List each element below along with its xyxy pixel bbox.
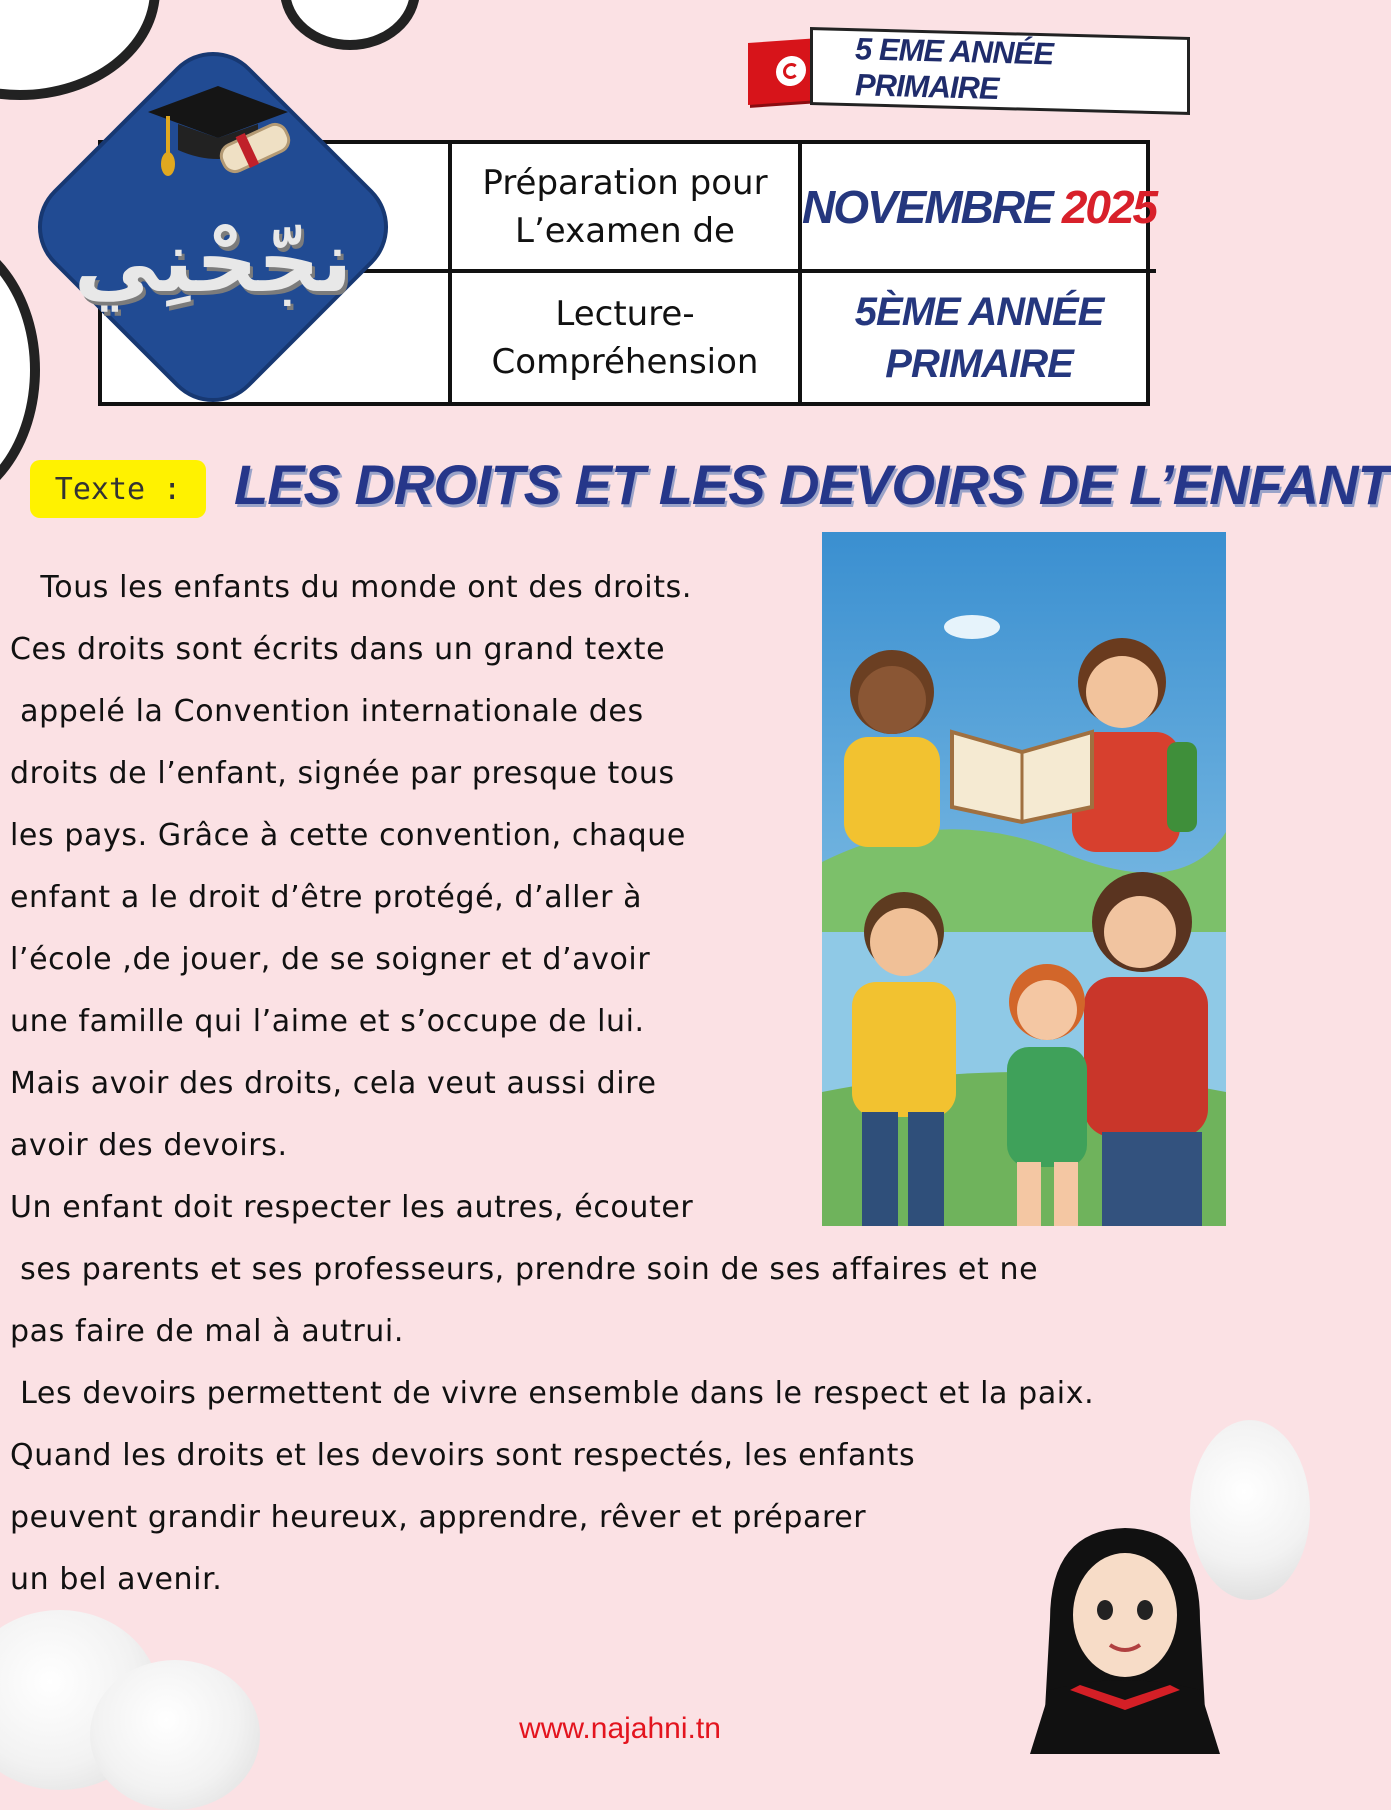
passage-line-14: Les devoirs permettent de vivre ensemble dans le respect et la paix. <box>10 1376 1095 1411</box>
passage-line-9: Mais avoir des droits, cela veut aussi dire <box>10 1066 657 1101</box>
passage-line-6: enfant a le droit d’être protégé, d’aller à <box>10 880 643 915</box>
website-link[interactable]: www.najahni.tn <box>519 1712 721 1745</box>
preparation-line-2: L’examen de <box>515 210 735 251</box>
grade-badge-label: 5 EME ANNÉE PRIMAIRE <box>810 27 1190 115</box>
level-line-1: 5ÈME ANNÉE <box>854 289 1104 334</box>
texte-tag: Texte : <box>30 460 206 518</box>
table-cell-level <box>802 273 1156 402</box>
passage-line-11: Un enfant doit respecter les autres, écouter <box>10 1190 694 1225</box>
passage-line-4: droits de l’enfant, signée par presque tous <box>10 756 675 791</box>
exam-year: 2025 <box>1061 180 1157 233</box>
passage-line-12: ses parents et ses professeurs, prendre soin de ses affaires et ne <box>10 1252 1039 1287</box>
najahni-logo <box>58 72 368 382</box>
passage-line-5: les pays. Grâce à cette convention, chaque <box>10 818 686 853</box>
passage-line-17: un bel avenir. <box>10 1562 223 1597</box>
children-illustration <box>822 532 1226 1226</box>
text-title: LES DROITS ET LES DEVOIRS DE L’ENFANT <box>234 453 1391 516</box>
passage-line-7: l’école ,de jouer, de se soigner et d’avoir <box>10 942 651 977</box>
table-cell-date <box>802 144 1156 273</box>
passage-line-15: Quand les droits et les devoirs sont respectés, les enfants <box>10 1438 916 1473</box>
passage-line-13: pas faire de mal à autrui. <box>10 1314 404 1349</box>
passage-line-2: Ces droits sont écrits dans un grand texte <box>10 632 666 667</box>
level-line-2: PRIMAIRE <box>885 341 1073 386</box>
preparation-line-1: Préparation pour <box>482 162 768 203</box>
graduation-cap-icon <box>138 72 298 192</box>
passage-line-1: Tous les enfants du monde ont des droits. <box>10 570 692 605</box>
passage-line-10: avoir des devoirs. <box>10 1128 288 1163</box>
subject-line-2: Compréhension <box>491 341 759 382</box>
passage-line-3: appelé la Convention internationale des <box>10 694 644 729</box>
logo-arabic-text: نجّحْنِي <box>73 212 353 312</box>
subject-line-1: Lecture- <box>555 293 695 334</box>
table-cell-subject <box>452 273 802 402</box>
cloud-decoration-top-center <box>280 0 420 50</box>
exam-month: NOVEMBRE <box>802 180 1052 233</box>
table-cell-preparation <box>452 144 802 273</box>
passage-line-8: une famille qui l’aime et s’occupe de lui. <box>10 1004 645 1039</box>
grade-badge <box>748 30 1200 118</box>
passage-line-16: peuvent grandir heureux, apprendre, rêver et préparer <box>10 1500 867 1535</box>
